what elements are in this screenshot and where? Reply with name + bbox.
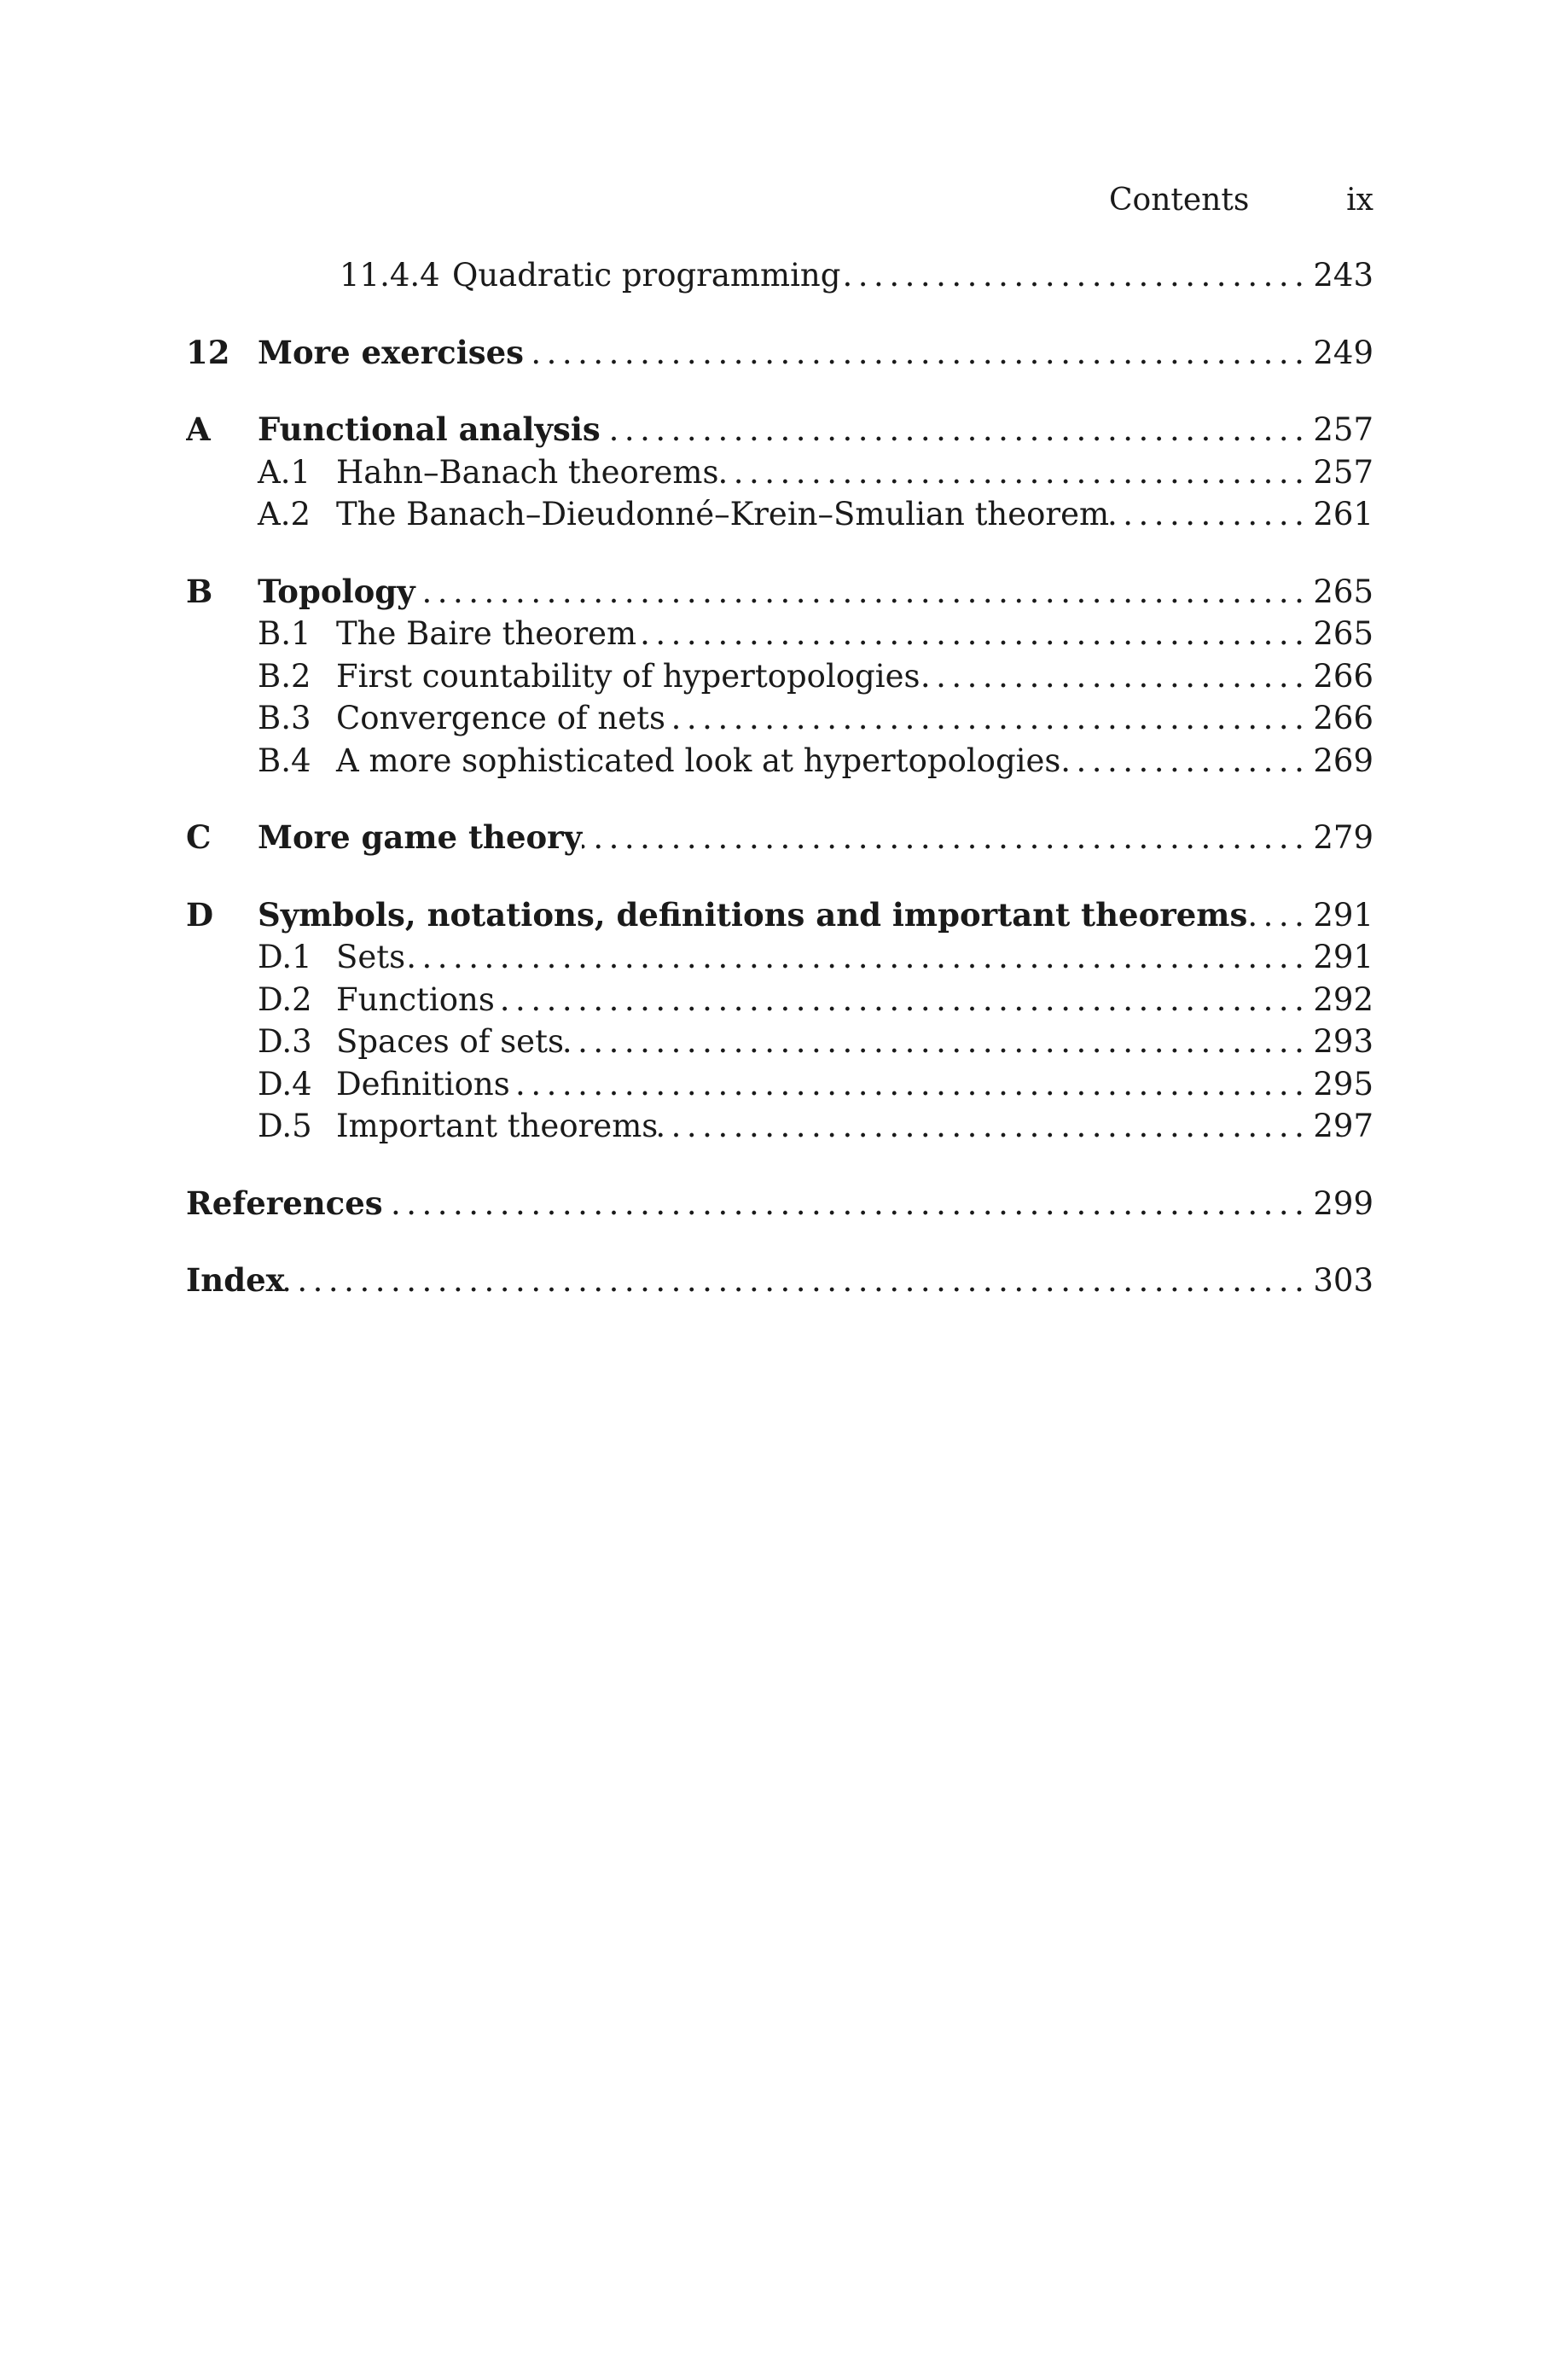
toc-entry-title: Functions [336,980,495,1018]
dot-leader [1060,740,1313,783]
toc-entry-number: B.3 [258,700,311,736]
toc-entry-title: More game theory [258,818,583,856]
toc-entry-page: 243 [1313,257,1373,294]
dot-leader [718,451,1313,494]
toc-entry-d-1 [186,936,1373,979]
toc-entry-appendix-a [186,409,1373,451]
toc-entry-title: Spaces of sets [336,1023,564,1060]
dot-leader [582,817,1313,859]
toc-entry-title: Hahn–Banach theorems [336,453,719,491]
toc-entry-number: D.4 [258,1065,312,1103]
dot-leader [383,1183,1314,1225]
toc-entry-index [186,1260,1373,1302]
toc-entry-d-3 [186,1021,1373,1063]
running-head-title: Contents [1109,183,1250,218]
dot-leader [920,655,1313,698]
toc-entry-number: A.1 [258,453,311,491]
toc-entry-page: 265 [1313,573,1373,610]
toc-entry-chapter-12 [186,332,1373,375]
toc-entry-title: Definitions [336,1065,510,1103]
dot-leader [564,1021,1313,1063]
dot-leader [658,1105,1313,1148]
toc-entry-number: B.4 [258,742,311,779]
toc-entry-title: Symbols, notations, definitions and important theorems [258,895,1248,934]
toc-entry-title: The Baire theorem [336,615,637,652]
toc-entry-page: 291 [1313,896,1373,934]
toc-entry-number: 12 [186,333,230,371]
toc-entry-number: D.2 [258,980,312,1018]
toc-entry-page: 266 [1313,700,1373,736]
toc-entry-b-3 [186,697,1373,740]
toc-entry-page: 249 [1313,334,1373,371]
dot-leader [636,613,1313,655]
table-of-contents [186,254,1373,1302]
toc-entry-number: D [186,895,214,934]
toc-entry-title: The Banach–Dieudonné–Krein–Smulian theorem [336,496,1110,532]
toc-entry-page: 293 [1313,1023,1373,1060]
dot-leader [665,697,1313,740]
toc-entry-title: Functional analysis [258,410,601,448]
toc-entry-number: B [186,572,213,610]
toc-entry-page: 257 [1313,411,1373,448]
toc-entry-page: 261 [1313,496,1373,532]
running-head [1109,179,1373,222]
toc-entry-title: Index [186,1261,285,1299]
toc-entry-page: 299 [1313,1184,1373,1222]
toc-entry-d-2 [186,979,1373,1021]
toc-entry-number: C [186,818,212,856]
toc-entry-page: 291 [1313,939,1373,975]
toc-entry-number: B.1 [258,615,311,652]
dot-leader [1247,894,1313,937]
toc-entry-b-2 [186,655,1373,698]
toc-entry-number: D.1 [258,939,312,975]
dot-leader [1109,493,1313,536]
toc-entry-page: 257 [1313,453,1373,491]
toc-entry-title: A more sophisticated look at hypertopologies [336,742,1061,779]
toc-entry-b-1 [186,613,1373,655]
toc-entry-number: D.5 [258,1108,312,1144]
toc-entry-number: A.2 [258,496,311,532]
toc-entry-appendix-c [186,817,1373,859]
toc-entry-title: Important theorems [336,1108,659,1144]
toc-entry-page: 303 [1313,1262,1373,1299]
toc-entry-appendix-b [186,571,1373,614]
toc-entry-title: References [186,1184,383,1222]
toc-entry-page: 297 [1313,1108,1373,1144]
toc-entry-a-1 [186,451,1373,494]
toc-entry-page: 269 [1313,742,1373,779]
toc-entry-b-4 [186,740,1373,783]
toc-entry-d-5 [186,1105,1373,1148]
toc-entry-a-2 [186,493,1373,536]
toc-entry-appendix-d [186,894,1373,937]
toc-entry-number: A [186,410,211,448]
toc-entry-number: D.3 [258,1023,312,1060]
dot-leader [601,409,1314,451]
toc-entry-page: 292 [1313,980,1373,1018]
toc-entry-page: 295 [1313,1065,1373,1103]
toc-entry-title: More exercises [258,333,524,371]
toc-entry-title: Sets [336,939,406,975]
toc-entry-title: Quadratic programming [452,257,841,294]
toc-entry-d-4 [186,1063,1373,1106]
dot-leader [510,1063,1314,1106]
dot-leader [524,332,1313,375]
toc-entry-page: 279 [1313,819,1373,856]
toc-entry-title: Convergence of nets [336,700,666,736]
toc-entry-number: B.2 [258,657,311,695]
running-head-page-number: ix [1346,183,1373,218]
toc-entry-references [186,1183,1373,1225]
dot-leader [285,1260,1314,1302]
toc-entry-title: Topology [258,572,415,610]
toc-entry-title: First countability of hypertopologies [336,657,920,695]
toc-entry-number: 11.4.4 [340,257,440,294]
dot-leader [840,254,1313,297]
dot-leader [495,979,1314,1021]
toc-entry-page: 266 [1313,657,1373,695]
dot-leader [405,936,1313,979]
dot-leader [415,571,1314,614]
toc-entry-page: 265 [1313,615,1373,652]
toc-entry-11-4-4 [186,254,1373,297]
